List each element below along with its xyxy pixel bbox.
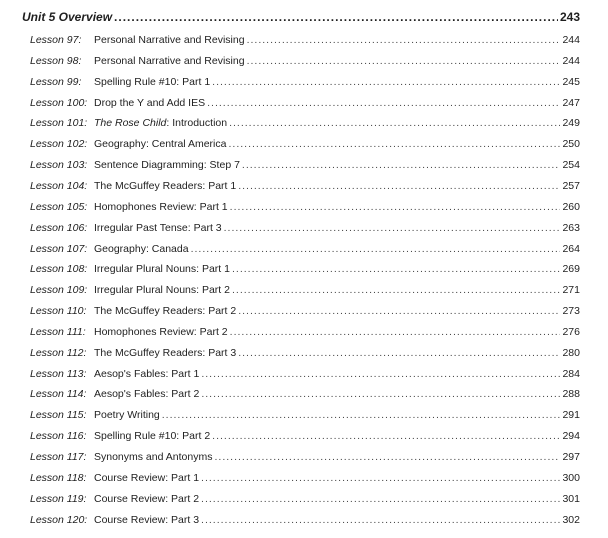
lesson-number: Lesson 101: <box>30 117 88 130</box>
lesson-title-text: Synonyms and Antonyms <box>94 451 213 463</box>
page-number: 273 <box>562 305 580 318</box>
toc-row <box>0 73 608 91</box>
lesson-title <box>94 52 245 70</box>
toc-row <box>0 511 608 529</box>
toc-row <box>0 260 608 278</box>
unit-page-number: 243 <box>559 10 580 24</box>
lesson-number: Lesson 118: <box>30 471 87 484</box>
lesson-number: Lesson 104: <box>30 179 88 192</box>
lesson-title <box>94 448 212 466</box>
lesson-title <box>94 406 160 424</box>
toc-row <box>0 198 608 216</box>
page-number: 264 <box>562 242 580 255</box>
lesson-number: Lesson 114: <box>30 388 87 401</box>
dot-leader <box>238 302 560 320</box>
lesson-title-text: Poetry Writing <box>94 409 160 422</box>
lesson-title-text: Irregular Plural Nouns: Part 1 <box>94 263 230 276</box>
unit-title: Unit 5 Overview <box>22 10 113 24</box>
page-number: 250 <box>562 138 580 151</box>
lesson-title <box>94 31 245 49</box>
dot-leader <box>238 344 560 362</box>
dot-leader <box>247 31 561 49</box>
lesson-title-text: Irregular Past Tense: Part 3 <box>94 221 222 234</box>
lesson-title <box>94 511 199 529</box>
page-number: 269 <box>562 263 580 276</box>
dot-leader <box>201 385 560 403</box>
page-number: 260 <box>562 200 580 213</box>
toc-row <box>0 406 608 424</box>
page-number: 247 <box>562 96 580 109</box>
lesson-title <box>94 177 236 195</box>
dot-leader <box>214 448 560 466</box>
dot-leader <box>201 469 560 487</box>
dot-leader <box>191 240 561 258</box>
lesson-title-text: The McGuffey Readers: Part 3 <box>94 346 237 359</box>
toc-row <box>0 177 608 195</box>
lesson-title-text: Course Review: Part 2 <box>94 492 200 505</box>
lesson-number: Lesson 119: <box>30 492 87 505</box>
lesson-title <box>94 73 210 91</box>
page-number: 297 <box>562 451 580 463</box>
lesson-title-text: Aesop's Fables: Part 2 <box>94 388 200 401</box>
toc-row <box>0 135 608 153</box>
lesson-title-text: Course Review: Part 1 <box>94 471 200 484</box>
lesson-title <box>94 469 199 487</box>
lesson-title-text: Sentence Diagramming: Step 7 <box>94 159 240 172</box>
page-number: 301 <box>562 492 580 505</box>
dot-leader <box>207 94 560 112</box>
toc-row <box>0 219 608 237</box>
dot-leader <box>238 177 560 195</box>
lesson-title <box>94 490 199 508</box>
lesson-title-text: Homophones Review: Part 2 <box>94 325 228 338</box>
lesson-number: Lesson 100: <box>30 96 88 109</box>
page-number: 244 <box>562 34 580 46</box>
toc-row <box>0 344 608 362</box>
dot-leader <box>242 156 561 174</box>
page-number: 288 <box>562 388 580 401</box>
dot-leader <box>201 490 560 508</box>
lesson-title <box>94 219 222 237</box>
lesson-title-text: The McGuffey Readers: Part 2 <box>94 305 237 318</box>
dot-leader <box>201 511 560 529</box>
dot-leader <box>230 323 561 341</box>
dot-leader <box>114 10 558 24</box>
lesson-title <box>94 114 227 132</box>
lesson-title <box>94 135 226 153</box>
dot-leader <box>162 406 561 424</box>
lesson-title-text: Irregular Plural Nouns: Part 2 <box>94 284 230 297</box>
dot-leader <box>212 73 560 91</box>
lesson-title <box>94 302 236 320</box>
toc-row <box>0 114 608 132</box>
lesson-title <box>94 156 240 174</box>
toc-row <box>0 385 608 403</box>
lesson-title <box>94 323 228 341</box>
dot-leader <box>224 219 561 237</box>
lesson-number: Lesson 98: <box>30 54 82 67</box>
toc-row <box>0 281 608 299</box>
lesson-title <box>94 198 228 216</box>
page-number: 294 <box>562 430 580 443</box>
dot-leader <box>232 281 560 299</box>
page-number: 276 <box>562 325 580 338</box>
page-number: 257 <box>562 179 580 192</box>
toc-row <box>0 448 608 466</box>
page-number: 271 <box>562 284 580 297</box>
page-number: 280 <box>562 346 580 359</box>
toc-row <box>0 427 608 445</box>
lesson-title-text: : Introduction <box>166 117 228 130</box>
dot-leader <box>228 135 560 153</box>
lesson-number: Lesson 108: <box>30 263 88 276</box>
unit-header <box>0 10 608 30</box>
lesson-title-text: Drop the Y and Add IES <box>94 96 206 109</box>
page-number: 249 <box>562 117 580 130</box>
page-number: 245 <box>562 75 580 88</box>
lesson-number: Lesson 115: <box>30 409 87 422</box>
dot-leader <box>229 114 560 132</box>
lesson-number: Lesson 112: <box>30 346 87 359</box>
lesson-title <box>94 385 199 403</box>
page-number: 284 <box>562 367 580 380</box>
page-number: 291 <box>562 409 580 422</box>
toc-row <box>0 469 608 487</box>
toc-row <box>0 31 608 49</box>
toc-row <box>0 52 608 70</box>
toc-row <box>0 156 608 174</box>
toc-row <box>0 323 608 341</box>
lesson-number: Lesson 99: <box>30 75 82 88</box>
dot-leader <box>232 260 560 278</box>
lesson-number: Lesson 97: <box>30 34 82 46</box>
lesson-number: Lesson 110: <box>30 305 87 318</box>
lesson-title-text: Homophones Review: Part 1 <box>94 200 228 213</box>
toc-row <box>0 490 608 508</box>
lesson-title <box>94 260 230 278</box>
lesson-title-text: Spelling Rule #10: Part 2 <box>94 430 211 443</box>
lesson-number: Lesson 109: <box>30 284 88 297</box>
lesson-number: Lesson 106: <box>30 221 88 234</box>
lesson-title-text: Personal Narrative and Revising <box>94 34 245 46</box>
lesson-number: Lesson 102: <box>30 138 88 151</box>
lesson-title-italic: The Rose Child <box>94 117 167 130</box>
lesson-number: Lesson 113: <box>30 367 87 380</box>
lesson-number: Lesson 105: <box>30 200 88 213</box>
lesson-title <box>94 94 205 112</box>
dot-leader <box>247 52 561 70</box>
dot-leader <box>230 198 561 216</box>
lesson-number: Lesson 120: <box>30 513 88 526</box>
lesson-number: Lesson 111: <box>30 325 86 338</box>
dot-leader <box>201 365 560 383</box>
lesson-title-text: Geography: Central America <box>94 138 227 151</box>
page-number: 244 <box>562 54 580 67</box>
lesson-title <box>94 365 199 383</box>
lesson-title-text: The McGuffey Readers: Part 1 <box>94 179 237 192</box>
lesson-title-text: Course Review: Part 3 <box>94 513 200 526</box>
toc-row <box>0 365 608 383</box>
dot-leader <box>212 427 560 445</box>
lesson-title <box>94 281 230 299</box>
lesson-title <box>94 427 210 445</box>
lesson-title-text: Geography: Canada <box>94 242 189 255</box>
page-number: 300 <box>562 471 580 484</box>
lesson-title-text: Aesop's Fables: Part 1 <box>94 367 200 380</box>
toc-row <box>0 94 608 112</box>
toc-row <box>0 240 608 258</box>
lesson-title-text: Spelling Rule #10: Part 1 <box>94 75 211 88</box>
toc-row <box>0 302 608 320</box>
lesson-number: Lesson 107: <box>30 242 88 255</box>
lesson-number: Lesson 117: <box>30 451 87 463</box>
lesson-number: Lesson 116: <box>30 430 87 443</box>
lesson-number: Lesson 103: <box>30 159 88 172</box>
lesson-title <box>94 344 236 362</box>
page-number: 302 <box>562 513 580 526</box>
page-number: 254 <box>562 159 580 172</box>
page-number: 263 <box>562 221 580 234</box>
lesson-title <box>94 240 189 258</box>
lesson-title-text: Personal Narrative and Revising <box>94 54 245 67</box>
